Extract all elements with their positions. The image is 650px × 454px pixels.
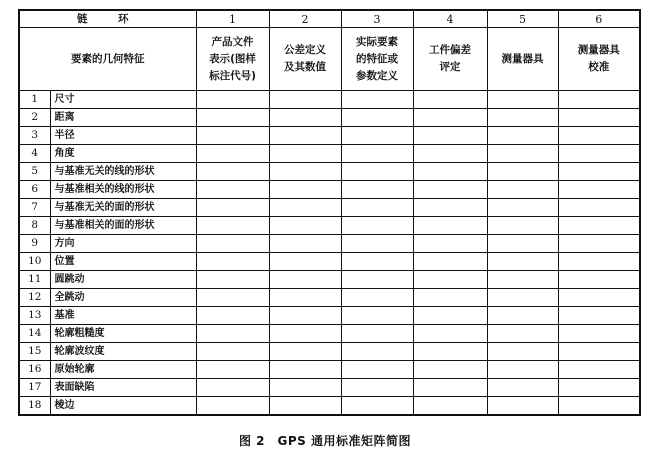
matrix-cell: [269, 199, 341, 217]
row-feature-name: 角度: [50, 145, 196, 163]
matrix-cell: [269, 325, 341, 343]
matrix-cell: [341, 253, 413, 271]
table-row: [19, 307, 640, 325]
matrix-cell: [487, 163, 558, 181]
matrix-cell: [487, 217, 558, 235]
row-feature-name: 距离: [50, 109, 196, 127]
table-row: [19, 271, 640, 289]
row-number: 4: [19, 145, 50, 163]
matrix-cell: [558, 235, 640, 253]
column-header-line: 实际要素: [356, 35, 398, 48]
row-feature-name: 与基准无关的线的形状: [50, 163, 196, 181]
matrix-cell: [487, 379, 558, 397]
matrix-cell: [558, 109, 640, 127]
matrix-cell: [196, 217, 269, 235]
matrix-cell: [487, 145, 558, 163]
feature-title: 要素的几何特征: [19, 28, 196, 91]
matrix-cell: [413, 163, 487, 181]
figure-caption: 图 2 GPS 通用标准矩阵简图: [239, 434, 411, 448]
matrix-cell: [196, 235, 269, 253]
matrix-cell: [269, 307, 341, 325]
column-header-line: 校准: [588, 61, 610, 73]
matrix-cell: [341, 181, 413, 199]
matrix-cell: [487, 397, 558, 416]
table-row: [19, 253, 640, 271]
matrix-cell: [487, 127, 558, 145]
column-header: [269, 28, 341, 91]
matrix-cell: [487, 199, 558, 217]
row-feature-name: 尺寸: [50, 91, 196, 109]
row-number: 2: [19, 109, 50, 127]
matrix-cell: [196, 289, 269, 307]
matrix-cell: [413, 307, 487, 325]
matrix-cell: [196, 199, 269, 217]
matrix-cell: [341, 361, 413, 379]
table-row: [19, 235, 640, 253]
column-number: 2: [269, 10, 341, 28]
matrix-cell: [341, 397, 413, 416]
matrix-cell: [558, 325, 640, 343]
matrix-cell: [558, 289, 640, 307]
column-header-line: 的特征或: [356, 52, 398, 65]
row-number: 8: [19, 217, 50, 235]
matrix-cell: [196, 109, 269, 127]
column-number: 1: [196, 10, 269, 28]
row-number: 13: [19, 307, 50, 325]
matrix-cell: [341, 145, 413, 163]
row-feature-name: 轮廓粗糙度: [50, 325, 196, 343]
matrix-cell: [269, 217, 341, 235]
matrix-cell: [341, 163, 413, 181]
matrix-cell: [413, 235, 487, 253]
matrix-cell: [413, 379, 487, 397]
column-header-line: 测量器具: [501, 52, 544, 65]
table-row: [19, 163, 640, 181]
gps-matrix-table: [18, 9, 641, 416]
column-header: [487, 28, 558, 91]
matrix-cell: [413, 109, 487, 127]
matrix-cell: [487, 325, 558, 343]
row-feature-name: 圆跳动: [50, 271, 196, 289]
row-number: 15: [19, 343, 50, 361]
table-row: [19, 289, 640, 307]
row-number: 18: [19, 397, 50, 416]
row-number: 1: [19, 91, 50, 109]
table-row: [19, 109, 640, 127]
row-feature-name: 轮廓波纹度: [50, 343, 196, 361]
matrix-cell: [413, 271, 487, 289]
matrix-cell: [196, 91, 269, 109]
column-number: 6: [558, 10, 640, 28]
row-number: 14: [19, 325, 50, 343]
matrix-cell: [341, 91, 413, 109]
matrix-cell: [487, 235, 558, 253]
column-number: 4: [413, 10, 487, 28]
matrix-cell: [558, 217, 640, 235]
row-feature-name: 全跳动: [50, 289, 196, 307]
matrix-cell: [558, 253, 640, 271]
matrix-cell: [269, 181, 341, 199]
matrix-cell: [269, 343, 341, 361]
matrix-cell: [413, 127, 487, 145]
row-number: 12: [19, 289, 50, 307]
row-feature-name: 半径: [50, 127, 196, 145]
row-number: 9: [19, 235, 50, 253]
matrix-cell: [558, 127, 640, 145]
row-number: 7: [19, 199, 50, 217]
matrix-cell: [341, 307, 413, 325]
matrix-cell: [341, 271, 413, 289]
matrix-cell: [196, 271, 269, 289]
row-feature-name: 与基准相关的线的形状: [50, 181, 196, 199]
column-header: [196, 28, 269, 91]
table-row: [19, 145, 640, 163]
row-number: 6: [19, 181, 50, 199]
matrix-cell: [558, 361, 640, 379]
matrix-cell: [269, 91, 341, 109]
matrix-cell: [341, 217, 413, 235]
matrix-cell: [558, 379, 640, 397]
matrix-cell: [487, 307, 558, 325]
table-row: [19, 199, 640, 217]
matrix-cell: [269, 271, 341, 289]
matrix-cell: [487, 271, 558, 289]
matrix-cell: [558, 163, 640, 181]
matrix-cell: [558, 307, 640, 325]
matrix-cell: [413, 91, 487, 109]
row-feature-name: 与基准无关的面的形状: [50, 199, 196, 217]
matrix-cell: [196, 145, 269, 163]
matrix-cell: [413, 181, 487, 199]
table-row: [19, 379, 640, 397]
table-row: [19, 397, 640, 416]
row-feature-name: 位置: [50, 253, 196, 271]
table-row: [19, 181, 640, 199]
matrix-cell: [196, 127, 269, 145]
matrix-cell: [487, 289, 558, 307]
matrix-cell: [196, 325, 269, 343]
matrix-cell: [341, 325, 413, 343]
row-number: 17: [19, 379, 50, 397]
table-row: [19, 217, 640, 235]
row-number: 10: [19, 253, 50, 271]
row-feature-name: 基准: [50, 307, 196, 325]
matrix-cell: [269, 379, 341, 397]
matrix-cell: [196, 163, 269, 181]
matrix-cell: [487, 181, 558, 199]
matrix-cell: [269, 397, 341, 416]
table-row: [19, 325, 640, 343]
matrix-cell: [487, 91, 558, 109]
matrix-cell: [413, 253, 487, 271]
matrix-cell: [558, 343, 640, 361]
row-feature-name: 棱边: [50, 397, 196, 416]
column-header: [413, 28, 487, 91]
table-row: [19, 361, 640, 379]
matrix-cell: [341, 109, 413, 127]
matrix-cell: [196, 307, 269, 325]
matrix-cell: [196, 181, 269, 199]
matrix-cell: [269, 145, 341, 163]
matrix-cell: [413, 361, 487, 379]
row-feature-name: 表面缺陷: [50, 379, 196, 397]
matrix-cell: [558, 91, 640, 109]
matrix-cell: [269, 109, 341, 127]
column-header-line: 参数定义: [356, 69, 398, 82]
chain-label: 链 环: [19, 10, 196, 28]
matrix-cell: [341, 343, 413, 361]
column-header: [341, 28, 413, 91]
column-header-line: 评定: [439, 61, 461, 73]
column-header-line: 工件偏差: [429, 44, 471, 56]
matrix-cell: [558, 145, 640, 163]
column-header-line: 产品文件: [211, 35, 254, 48]
matrix-cell: [558, 199, 640, 217]
matrix-cell: [341, 379, 413, 397]
matrix-cell: [487, 109, 558, 127]
matrix-cell: [487, 361, 558, 379]
column-number: 3: [341, 10, 413, 28]
matrix-cell: [196, 361, 269, 379]
row-feature-name: 方向: [50, 235, 196, 253]
matrix-cell: [558, 397, 640, 416]
matrix-cell: [269, 253, 341, 271]
row-feature-name: 与基准相关的面的形状: [50, 217, 196, 235]
column-header-line: 及其数值: [284, 61, 326, 73]
row-number: 5: [19, 163, 50, 181]
matrix-cell: [196, 253, 269, 271]
matrix-cell: [413, 397, 487, 416]
row-feature-name: 原始轮廓: [50, 361, 196, 379]
matrix-cell: [413, 289, 487, 307]
matrix-cell: [269, 361, 341, 379]
matrix-cell: [413, 199, 487, 217]
matrix-cell: [487, 253, 558, 271]
table-row: [19, 343, 640, 361]
matrix-cell: [341, 199, 413, 217]
row-number: 16: [19, 361, 50, 379]
matrix-cell: [341, 127, 413, 145]
column-number: 5: [487, 10, 558, 28]
matrix-cell: [413, 145, 487, 163]
matrix-cell: [341, 289, 413, 307]
matrix-cell: [196, 379, 269, 397]
matrix-cell: [196, 343, 269, 361]
column-header-line: 测量器具: [577, 44, 620, 56]
matrix-cell: [558, 271, 640, 289]
column-header-line: 标注代号): [209, 69, 256, 82]
matrix-cell: [269, 235, 341, 253]
table-row: [19, 127, 640, 145]
matrix-cell: [341, 235, 413, 253]
matrix-cell: [413, 343, 487, 361]
matrix-cell: [269, 127, 341, 145]
column-header: [558, 28, 640, 91]
matrix-cell: [269, 289, 341, 307]
row-number: 3: [19, 127, 50, 145]
matrix-cell: [413, 325, 487, 343]
matrix-cell: [413, 217, 487, 235]
matrix-cell: [487, 343, 558, 361]
row-number: 11: [19, 271, 50, 289]
column-header-line: 表示(图样: [209, 52, 256, 65]
column-header-line: 公差定义: [284, 44, 326, 56]
table-row: [19, 91, 640, 109]
matrix-cell: [196, 397, 269, 416]
matrix-cell: [269, 163, 341, 181]
matrix-cell: [558, 181, 640, 199]
